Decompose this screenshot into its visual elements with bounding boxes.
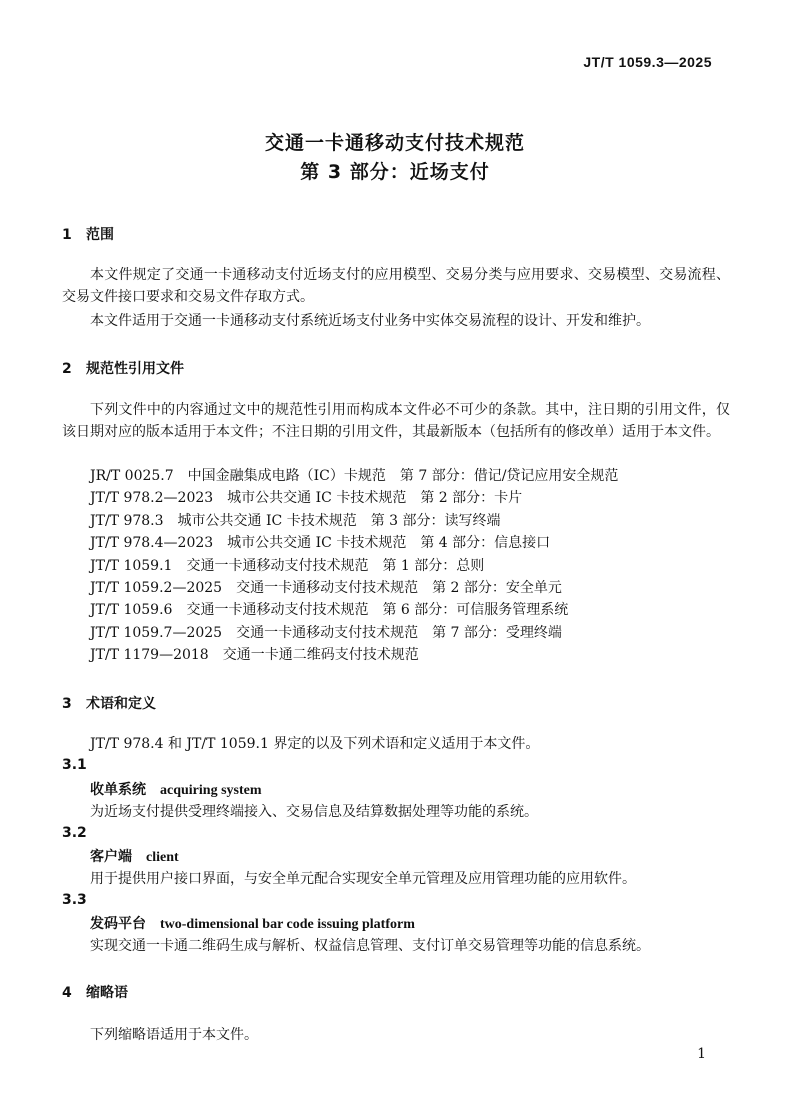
term-name bbox=[90, 913, 415, 933]
reference-code: JT/T 978.2—2023 bbox=[90, 490, 214, 506]
term-name bbox=[90, 846, 179, 866]
section-number: 4 bbox=[62, 985, 72, 1001]
term-name bbox=[90, 779, 262, 799]
term-number: 3.2 bbox=[62, 825, 87, 841]
section-title: 范围 bbox=[86, 227, 114, 243]
reference-code: JT/T 1059.7—2025 bbox=[90, 625, 223, 641]
term-name-en: two-dimensional bar code issuing platform bbox=[160, 917, 415, 932]
reference-title: 城市公共交通 IC 卡技术规范 第 2 部分：卡片 bbox=[227, 490, 523, 506]
term-number: 3.1 bbox=[62, 757, 87, 773]
section-number: 1 bbox=[62, 227, 72, 243]
reference-title: 中国金融集成电路（IC）卡规范 第 7 部分：借记/贷记应用安全规范 bbox=[187, 468, 619, 484]
section-title: 缩略语 bbox=[86, 985, 128, 1001]
term-definition: 实现交通一卡通二维码生成与解析、权益信息管理、支付订单交易管理等功能的信息系统。 bbox=[90, 938, 650, 954]
reference-item bbox=[90, 577, 562, 599]
term-number: 3.3 bbox=[62, 892, 87, 908]
term-definition: 用于提供用户接口界面，与安全单元配合实现安全单元管理及应用管理功能的应用软件。 bbox=[90, 871, 636, 887]
scope-paragraph-1: 本文件规定了交通一卡通移动支付近场支付的应用模型、交易分类与应用要求、交易模型、交易流程、交易文件接口要求和交易文件存取方式。 bbox=[62, 267, 730, 305]
scope-paragraph-2: 本文件适用于交通一卡通移动支付系统近场支付业务中实体交易流程的设计、开发和维护。 bbox=[90, 313, 650, 329]
section-1-heading bbox=[62, 224, 114, 244]
section-number: 2 bbox=[62, 361, 72, 377]
document-title: 交通一卡通移动支付技术规范 bbox=[264, 132, 525, 154]
section-2-heading bbox=[62, 358, 184, 378]
reference-title: 城市公共交通 IC 卡技术规范 第 3 部分：读写终端 bbox=[177, 513, 501, 529]
section-number: 3 bbox=[62, 696, 72, 712]
reference-item bbox=[90, 465, 618, 487]
reference-item bbox=[90, 532, 550, 554]
reference-item bbox=[90, 487, 522, 509]
term-definition: 为近场支付提供受理终端接入、交易信息及结算数据处理等功能的系统。 bbox=[90, 804, 538, 820]
reference-item bbox=[90, 644, 419, 666]
term-name-zh: 收单系统 bbox=[90, 782, 146, 798]
term-name-en: client bbox=[146, 850, 179, 865]
abbreviations-intro: 下列缩略语适用于本文件。 bbox=[90, 1027, 258, 1043]
reference-item bbox=[90, 555, 484, 577]
page-number: 1 bbox=[697, 1046, 706, 1062]
standard-code: JT/T 1059.3—2025 bbox=[583, 54, 712, 70]
reference-code: JR/T 0025.7 bbox=[90, 468, 174, 484]
section-3-heading bbox=[62, 693, 156, 713]
reference-code: JT/T 978.3 bbox=[90, 513, 164, 529]
reference-title: 交通一卡通移动支付技术规范 第 6 部分：可信服务管理系统 bbox=[186, 602, 569, 618]
terms-intro: JT/T 978.4 和 JT/T 1059.1 界定的以及下列术语和定义适用于本文件。 bbox=[90, 736, 540, 752]
term-name-en: acquiring system bbox=[160, 783, 262, 798]
reference-item bbox=[90, 510, 501, 532]
reference-item bbox=[90, 599, 568, 621]
reference-title: 城市公共交通 IC 卡技术规范 第 4 部分：信息接口 bbox=[227, 535, 551, 551]
reference-item bbox=[90, 622, 562, 644]
section-title: 术语和定义 bbox=[86, 696, 156, 712]
reference-code: JT/T 1059.6 bbox=[90, 602, 173, 618]
reference-code: JT/T 1179—2018 bbox=[90, 647, 209, 663]
references-intro: 下列文件中的内容通过文中的规范性引用而构成本文件必不可少的条款。其中，注日期的引用文件，仅该日期对应的版本适用于本文件；不注日期的引用文件，其最新版本（包括所有的修改单）适用于本文件。 bbox=[62, 402, 730, 440]
reference-code: JT/T 1059.2—2025 bbox=[90, 580, 223, 596]
reference-code: JT/T 1059.1 bbox=[90, 558, 173, 574]
term-name-zh: 客户端 bbox=[90, 849, 132, 865]
reference-code: JT/T 978.4—2023 bbox=[90, 535, 214, 551]
reference-title: 交通一卡通移动支付技术规范 第 2 部分：安全单元 bbox=[236, 580, 562, 596]
term-name-zh: 发码平台 bbox=[90, 916, 146, 932]
section-title: 规范性引用文件 bbox=[86, 361, 184, 377]
section-4-heading bbox=[62, 982, 128, 1002]
reference-title: 交通一卡通移动支付技术规范 第 1 部分：总则 bbox=[186, 558, 485, 574]
reference-title: 交通一卡通二维码支付技术规范 bbox=[222, 647, 419, 663]
document-subtitle: 第 3 部分：近场支付 bbox=[300, 161, 490, 183]
reference-title: 交通一卡通移动支付技术规范 第 7 部分：受理终端 bbox=[236, 625, 562, 641]
